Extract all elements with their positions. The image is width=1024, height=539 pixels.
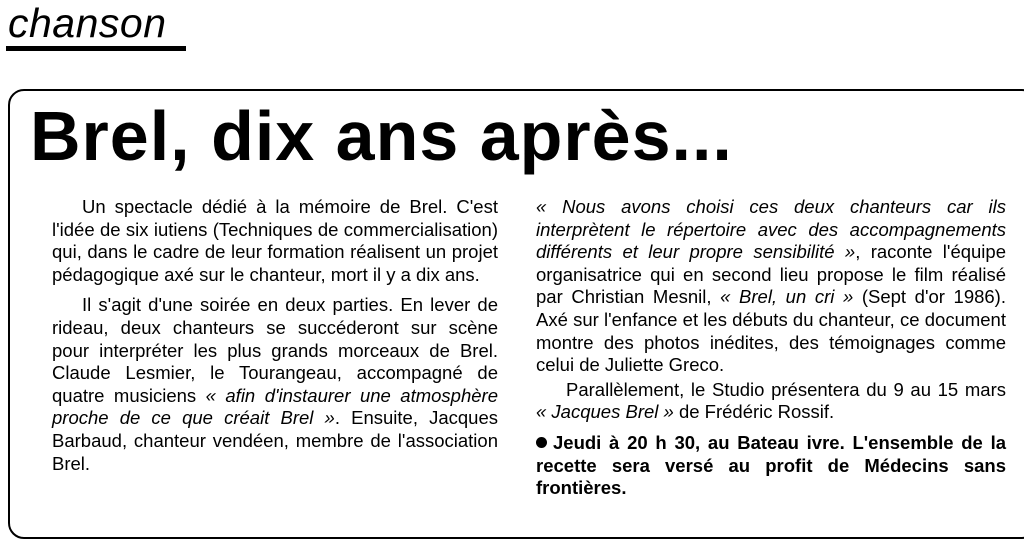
film-title-brel-un-cri: « Brel, un cri » bbox=[720, 286, 854, 308]
section-underline bbox=[6, 46, 186, 51]
paragraph-intro: Un spectacle dédié à la mémoire de Brel. C'est l'idée de six iutiens (Techniques de commercialisation) qui, dans le cadre de leur formation réalisent un projet pédagogique axé sur le chanteur, mort il y a dix ans. bbox=[52, 196, 498, 285]
paragraph-program-text-a: Il s'agit d'une soirée en deux parties. En lever de rideau, deux chanteurs se succéderont sur scène pour interpréter les plus grands morceaux de Brel. Claude Lesmier, le Tourangeau, accompagné de quatre musiciens bbox=[52, 294, 498, 406]
event-info bbox=[536, 432, 1006, 500]
article-right-column bbox=[536, 196, 1006, 508]
event-info-text: Jeudi à 20 h 30, au Bateau ivre. L'ensemble de la recette sera versé au profit de Médecins sans frontières. bbox=[536, 431, 1006, 499]
paragraph-organizers bbox=[536, 196, 1006, 377]
paragraph-studio-text-a: Parallèlement, le Studio présentera du 9 au 15 mars bbox=[566, 378, 1006, 400]
paragraph-program-quote: « afin d'instaurer une atmosphère proche de ce que créait Brel » bbox=[52, 384, 498, 429]
paragraph-studio-text-b: de Frédéric Rossif. bbox=[673, 401, 835, 423]
paragraph-organizers-quote: « Nous avons choisi ces deux chanteurs car ils interprètent le répertoire avec des accompagnements différents et leur propre sensibilité » bbox=[536, 196, 1006, 263]
bullet-icon bbox=[536, 437, 547, 448]
paragraph-organizers-text-b: (Sept d'or 1986). Axé sur l'enfance et les débuts du chanteur, ce document montre des photos inédites, des témoignages comme celui de Juliette Greco. bbox=[536, 286, 1006, 376]
paragraph-program-text-b: . Ensuite, Jacques Barbaud, chanteur vendéen, membre de l'association Brel. bbox=[52, 407, 498, 474]
section-label: chanson bbox=[8, 0, 167, 46]
article-headline: Brel, dix ans après... bbox=[30, 97, 733, 175]
paragraph-program bbox=[52, 294, 498, 475]
paragraph-organizers-text-a: , raconte l'équipe organisatrice qui en second lieu propose le film réalisé par Christian Mesnil, bbox=[536, 241, 1006, 308]
paragraph-studio bbox=[536, 379, 1006, 424]
film-title-jacques-brel: « Jacques Brel » bbox=[536, 401, 674, 423]
article-left-column bbox=[52, 196, 498, 483]
